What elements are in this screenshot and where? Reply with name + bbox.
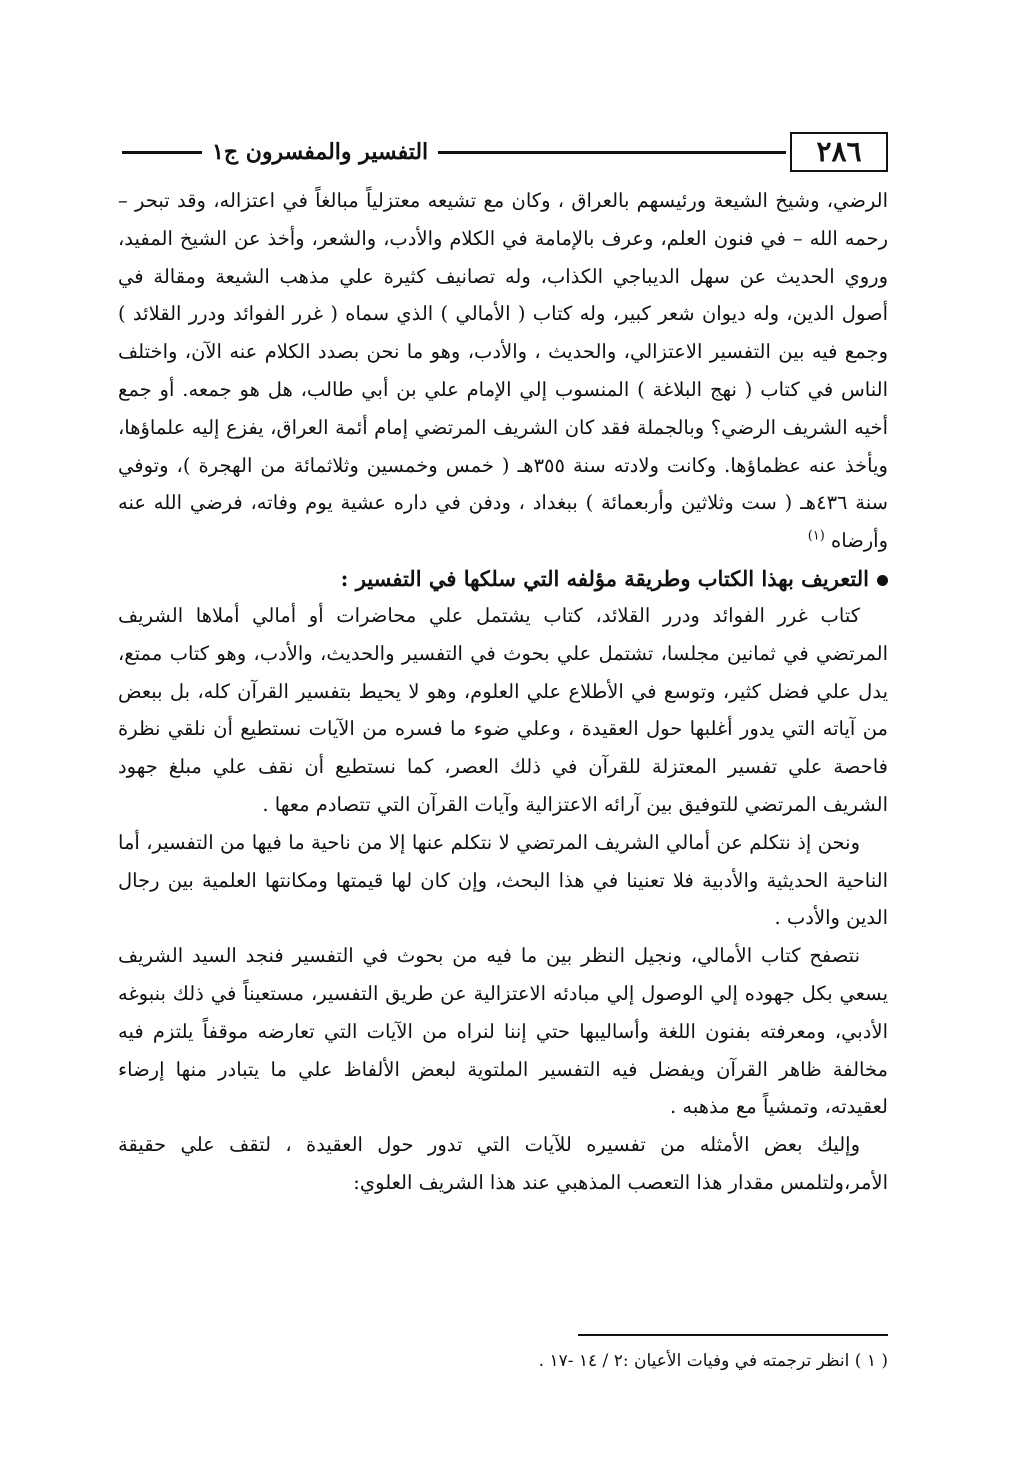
body-text [118, 182, 888, 1202]
book-page [118, 128, 888, 1371]
paragraph: نتصفح كتاب الأمالي، ونجيل النظر بين ما فيه من بحوث في التفسير فنجد السيد الشريف يسعي بكل جهوده إلي الوصول إلي مبادئه الاعتزالية عن طريق التفسير، مستعيناً في ذلك بنبوغه الأدبي، ومعرفته بفنون اللغة وأساليبها حتي إننا لنراه من الآيات التي تعارضه موقفاً يلتزم فيه مخالفة ظاهر القرآن ويفضل فيه التفسير الملتوية لبعض الألفاظ علي ما يتبادر منها إرضاء لعقيدته، وتمشياً مع مذهبه . [118, 944, 888, 1119]
page-number: ٢٨٦ [790, 132, 888, 172]
header-rule-left [122, 151, 202, 154]
section-heading [118, 560, 888, 597]
paragraph [118, 182, 888, 560]
paragraph: وإليك بعض الأمثله من تفسيره للآيات التي تدور حول العقيدة ، لتقف علي حقيقة الأمر،ولتلمس مقدار هذا التعصب المذهبي عند هذا الشريف العلوي: [118, 1133, 888, 1194]
paragraph: ونحن إذ نتكلم عن أمالي الشريف المرتضي لا نتكلم عنها إلا من ناحية ما فيها من التفسير، أما الناحية الحديثية والأدبية فلا تعنينا في هذا البحث، وإن كان لها قيمتها ومكانتها العلمية بين رجال الدين والأدب . [118, 830, 888, 930]
bullet-icon [877, 575, 888, 586]
page-header [118, 128, 888, 176]
header-rule-right [438, 151, 786, 154]
running-title: التفسير والمفسرون ج١ [212, 139, 429, 165]
paragraph: كتاب غرر الفوائد ودرر القلائد، كتاب يشتمل علي محاضرات أو أمالي أملاها الشريف المرتضي في ثمانين مجلسا، تشتمل علي بحوث في التفسير والحديث، والأدب، وهو كتاب ممتع، يدل علي فضل كثير، وتوسع في الأطلاع علي العلوم، وهو لا يحيط بتفسير القرآن كله، بل ببعض من آياته التي يدور أغلبها حول العقيدة ، وعلي ضوء ما فسره من الآيات نستطيع أن نلقي نظرة فاحصة علي تفسير المعتزلة للقرآن في ذلك العصر، كما نستطيع أن نقف علي مبلغ جهود الشريف المرتضي للتوفيق بين آرائه الاعتزالية وآيات القرآن التي تتصادم معها . [118, 603, 888, 816]
paragraph-text: الرضي، وشيخ الشيعة ورئيسهم بالعراق ، وكان مع تشيعه معتزلياً مبالغاً في اعتزاله، وقد تبحر – رحمه الله – في فنون العلم، وعرف بالإمامة في الكلام والأدب، والشعر، وأخذ عن الشيخ المفيد، وروي الحديث عن سهل الديباجي الكذاب، وله تصانيف كثيرة علي مذهب الشيعة ومقالة في أصول الدين، وله ديوان شعر كبير، وله كتاب ( الأمالي ) الذي سماه ( غرر الفوائد ودرر القلائد ) وجمع فيه بين التفسير الاعتزالي، والحديث ، والأدب، وهو ما نحن بصدد الكلام عنه الآن، واختلف الناس في كتاب ( نهج البلاغة ) المنسوب إلي الإمام علي بن أبي طالب، هل هو جمعه. أو جمع أخيه الشريف الرضي؟ وبالجملة فقد كان الشريف المرتضي إمام أئمة العراق، يفزع إليه علماؤها، ويأخذ عنه عظماؤها. وكانت ولادته سنة ٣٥٥هـ ( خمس وخمسين وثلاثمائة من الهجرة )، وتوفي سنة ٤٣٦هـ ( ست وثلاثين وأربعمائة ) ببغداد ، ودفن في داره عشية يوم وفاته، فرضي الله عنه وأرضاه [118, 189, 888, 553]
footnote: ( ١ ) انظر ترجمته في وفيات الأعيان :٢ / ١٤ -١٧ . [538, 1351, 888, 1371]
section-heading-text: التعريف بهذا الكتاب وطريقة مؤلفه التي سلكها في التفسير : [340, 565, 869, 591]
footnote-divider [578, 1334, 888, 1336]
footnote-reference: (١) [807, 528, 825, 544]
